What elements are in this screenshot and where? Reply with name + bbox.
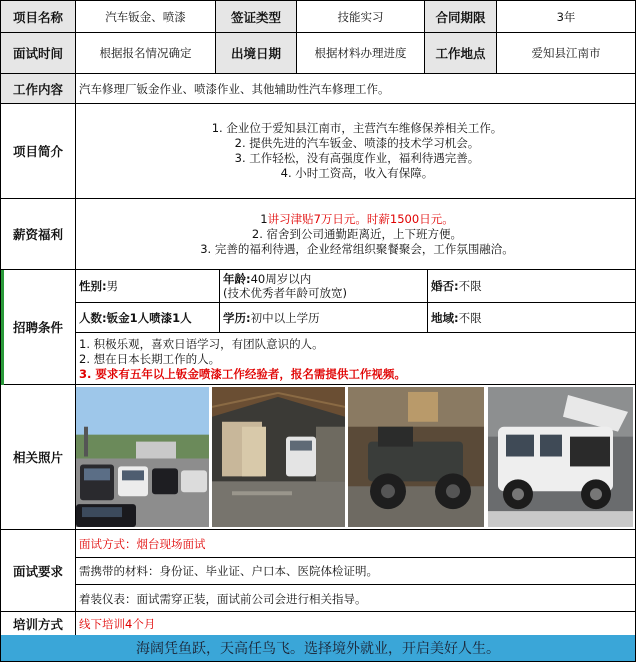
recruit-subrow-2 [76, 303, 635, 333]
interview-method: 面试方式：烟台现场面试 [76, 530, 635, 558]
row-photos [1, 385, 635, 530]
photos-area [76, 385, 635, 529]
salary-item-1 [260, 212, 453, 227]
marital-label: 婚否: [431, 279, 459, 293]
region-label: 地域: [431, 310, 459, 325]
age-cell [220, 270, 428, 302]
vintage-jeep-photo [348, 387, 484, 527]
work-content-label: 工作内容 [1, 74, 76, 103]
education-label: 学历: [223, 310, 251, 325]
education-value: 初中以上学历 [250, 310, 320, 325]
row-training [1, 612, 635, 636]
training-label: 培训方式 [1, 612, 76, 635]
photos-label: 相关照片 [1, 385, 76, 529]
slogan-banner: 海阔凭鱼跃，天高任鸟飞。选择境外就业，开启美好人生。 [1, 635, 635, 661]
gender-label: 性别: [79, 279, 107, 293]
age-value: 40周岁以内 [250, 272, 312, 286]
requirement-3: 3. 要求有五年以上钣金喷漆工作经验者，报名需提供工作视频。 [79, 366, 406, 381]
project-intro-list [76, 104, 635, 198]
salary-label: 薪资福利 [1, 199, 76, 269]
age-note: (技术优秀者年龄可放宽) [223, 286, 347, 300]
salary-item-2: 2. 宿舍到公司通勤距离近，上下班方便。 [251, 226, 463, 241]
visa-type-value: 技能实习 [297, 1, 425, 32]
contract-label: 合同期限 [425, 1, 497, 32]
marital-cell [428, 270, 635, 302]
salary-list [76, 199, 635, 269]
row-salary [1, 199, 635, 270]
interview-time-value: 根据报名情况确定 [76, 33, 216, 73]
region-cell [428, 303, 635, 332]
requirement-1: 1. 积极乐观，喜欢日语学习，有团队意识的人。 [79, 336, 324, 351]
education-cell [220, 303, 428, 332]
departure-label: 出境日期 [216, 33, 297, 73]
row-recruit [1, 270, 635, 385]
interview-materials: 需携带的材料：身份证、毕业证、户口本、医院体检证明。 [76, 558, 635, 585]
intro-item-3: 3. 工作轻松，没有高强度作业，福利待遇完善。 [234, 151, 480, 165]
training-value: 线下培训4个月 [79, 616, 156, 631]
row-project-basic [1, 1, 635, 33]
salary-item-1-prefix: 1 [260, 211, 268, 226]
salary-item-1-highlight: 讲习津贴7万日元。时薪1500日元。 [267, 211, 454, 226]
gender-cell [76, 270, 220, 302]
row-interview [1, 530, 635, 612]
parking-lot-photo [76, 387, 209, 527]
recruit-subrow-1 [76, 270, 635, 303]
recruit-requirements [76, 333, 635, 385]
marital-value: 不限 [458, 279, 482, 293]
intro-item-4: 4. 小时工资高，收入有保障。 [280, 166, 434, 180]
requirement-2: 2. 想在日本长期工作的人。 [79, 351, 221, 366]
row-interview-basic [1, 33, 635, 74]
project-name-value: 汽车钣金、喷漆 [76, 1, 216, 32]
visa-type-label: 签证类型 [216, 1, 297, 32]
row-work-content [1, 74, 635, 104]
interview-label: 面试要求 [1, 530, 76, 611]
intro-item-2: 2. 提供先进的汽车钣金、喷漆的技术学习机会。 [234, 136, 480, 150]
interview-dress: 着装仪表：面试需穿正装，面试前公司会进行相关指导。 [79, 591, 367, 606]
count-cell [76, 303, 220, 332]
white-suv-photo [488, 387, 633, 527]
garage-interior-photo [212, 387, 345, 527]
location-value: 爱知县江南市 [531, 46, 601, 60]
interview-time-label: 面试时间 [1, 33, 76, 73]
work-content-value: 汽车修理厂钣金作业、喷漆作业、其他辅助性汽车修理工作。 [79, 81, 390, 96]
count-value: 钣金1人喷漆1人 [106, 310, 192, 325]
intro-item-1: 1. 企业位于爱知县江南市，主营汽车维修保养相关工作。 [211, 121, 503, 135]
salary-item-3: 3. 完善的福利待遇，企业经常组织聚餐聚会，工作氛围融洽。 [200, 241, 514, 256]
recruit-label: 招聘条件 [1, 270, 76, 384]
project-intro-label: 项目简介 [1, 104, 76, 198]
row-project-intro [1, 104, 635, 199]
count-label: 人数: [79, 310, 107, 325]
age-label: 年龄: [223, 272, 251, 286]
contract-value: 3年 [556, 9, 576, 24]
project-name-label: 项目名称 [1, 1, 76, 32]
location-label: 工作地点 [425, 33, 497, 73]
region-value: 不限 [458, 310, 482, 325]
gender-value: 男 [106, 279, 119, 293]
departure-value: 根据材料办理进度 [297, 33, 425, 73]
